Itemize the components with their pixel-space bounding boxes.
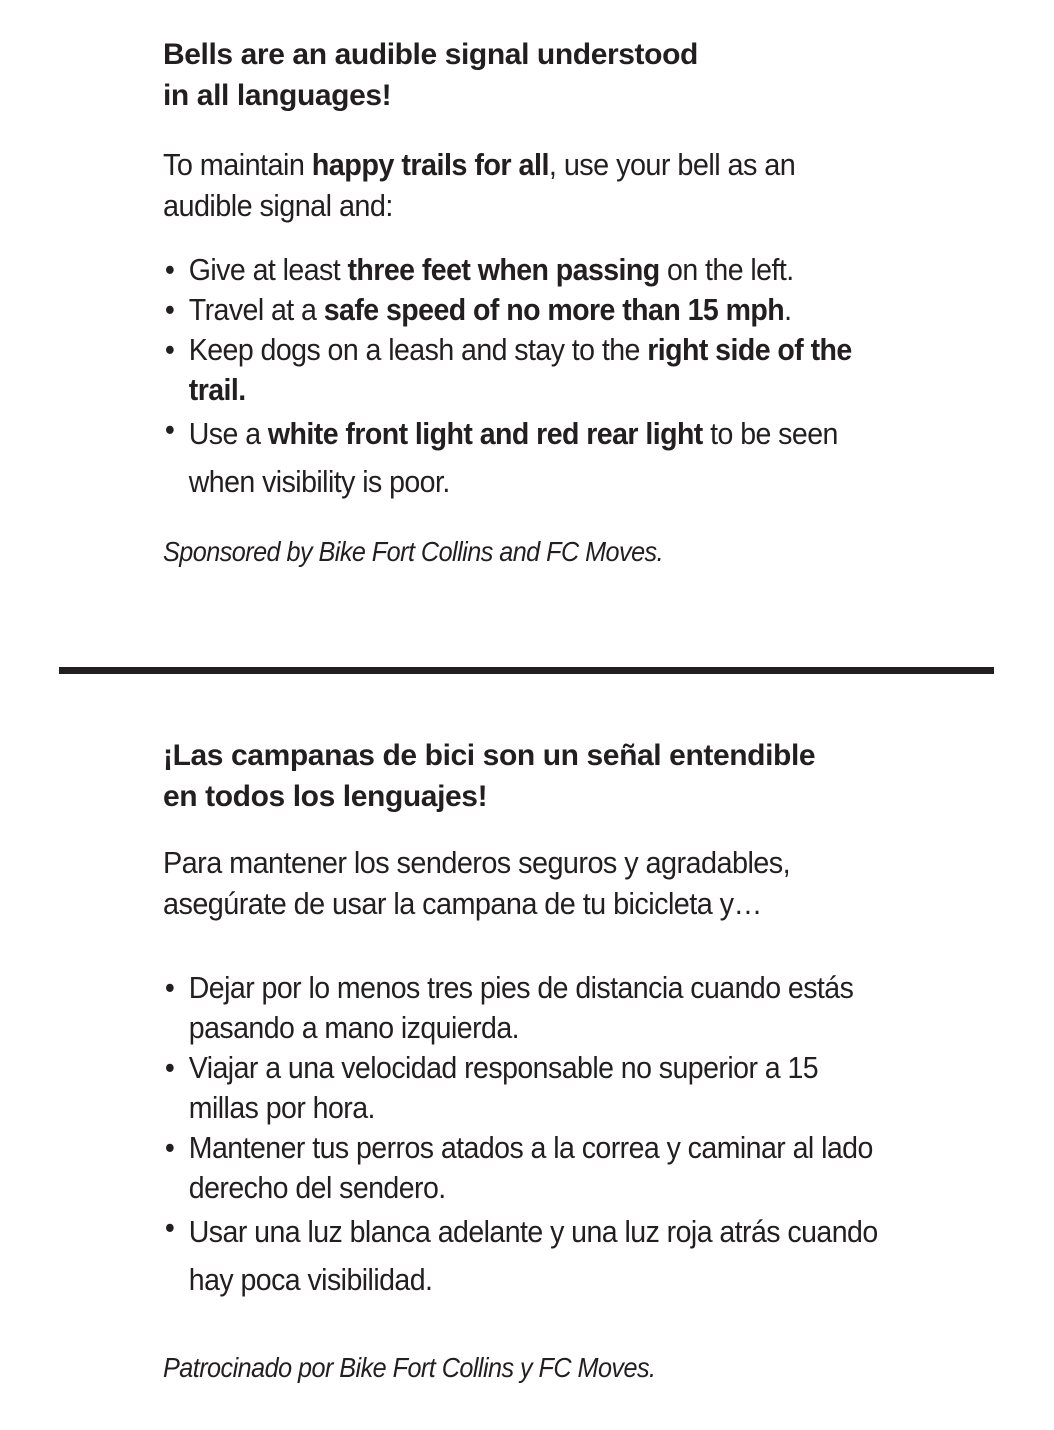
bullet-text: Keep dogs on a leash and stay to the — [188, 332, 648, 367]
bullet-text: Usar una luz blanca adelante y una luz roja atrás cuando hay poca visibilidad. — [188, 1214, 878, 1297]
bullet-text: . — [784, 292, 792, 327]
spanish-section — [163, 735, 923, 1386]
intro-bold-text: happy trails for all — [311, 147, 549, 182]
spanish-intro — [163, 842, 888, 924]
bullet-bold-text: three feet when passing — [347, 252, 660, 287]
spanish-bullet-list — [163, 968, 890, 1304]
list-item — [163, 410, 890, 506]
spanish-sponsor-note: Patrocinado por Bike Fort Collins y FC Moves. — [163, 1352, 656, 1383]
list-item — [163, 330, 890, 410]
list-item — [163, 1208, 890, 1304]
list-item — [163, 1128, 890, 1208]
bullet-icon: • — [164, 970, 175, 1005]
bullet-bold-text: white front light and red rear light — [267, 416, 703, 451]
bullet-icon: • — [164, 1050, 175, 1085]
bullet-text: Viajar a una velocidad responsable no superior a 15 millas por hora. — [188, 1050, 819, 1125]
intro-text: To maintain — [163, 147, 312, 182]
list-item — [163, 290, 890, 330]
english-section — [163, 34, 923, 570]
list-item — [163, 968, 890, 1048]
bullet-icon: • — [164, 1210, 175, 1245]
headline-line: en todos los lenguajes! — [163, 780, 488, 813]
bullet-text: on the left. — [659, 252, 794, 287]
intro-text: Para mantener los senderos seguros y agradables, asegúrate de usar la campana de tu bicicleta y… — [163, 845, 791, 921]
english-intro — [163, 144, 861, 226]
bullet-text: to be seen when visibility is poor. — [188, 416, 838, 499]
section-divider — [59, 667, 994, 674]
list-item — [163, 250, 890, 290]
intro-text: , use your bell as an audible signal and: — [163, 147, 796, 223]
bullet-bold-text: right side of the trail. — [188, 332, 852, 407]
bullet-text: Use a — [188, 416, 268, 451]
list-item — [163, 1048, 890, 1128]
bullet-icon: • — [164, 412, 175, 447]
headline-line: Bells are an audible signal understood — [163, 38, 698, 71]
english-bullet-list — [163, 250, 890, 506]
bullet-bold-text: safe speed of no more than 15 mph — [323, 292, 785, 327]
headline-line: ¡Las campanas de bici son un señal entendible — [163, 739, 816, 772]
english-sponsor-note: Sponsored by Bike Fort Collins and FC Moves. — [163, 536, 664, 567]
headline-line: in all languages! — [163, 79, 392, 112]
bullet-icon: • — [164, 292, 175, 327]
bullet-text: Give at least — [188, 252, 348, 287]
bullet-text: Dejar por lo menos tres pies de distancia cuando estás pasando a mano izquierda. — [188, 970, 854, 1045]
bullet-text: Travel at a — [188, 292, 324, 327]
bullet-icon: • — [164, 252, 175, 287]
bullet-icon: • — [164, 332, 175, 367]
spanish-headline — [163, 735, 923, 817]
bullet-text: Mantener tus perros atados a la correa y caminar al lado derecho del sendero. — [188, 1130, 873, 1205]
english-headline — [163, 34, 923, 116]
bullet-icon: • — [164, 1130, 175, 1165]
